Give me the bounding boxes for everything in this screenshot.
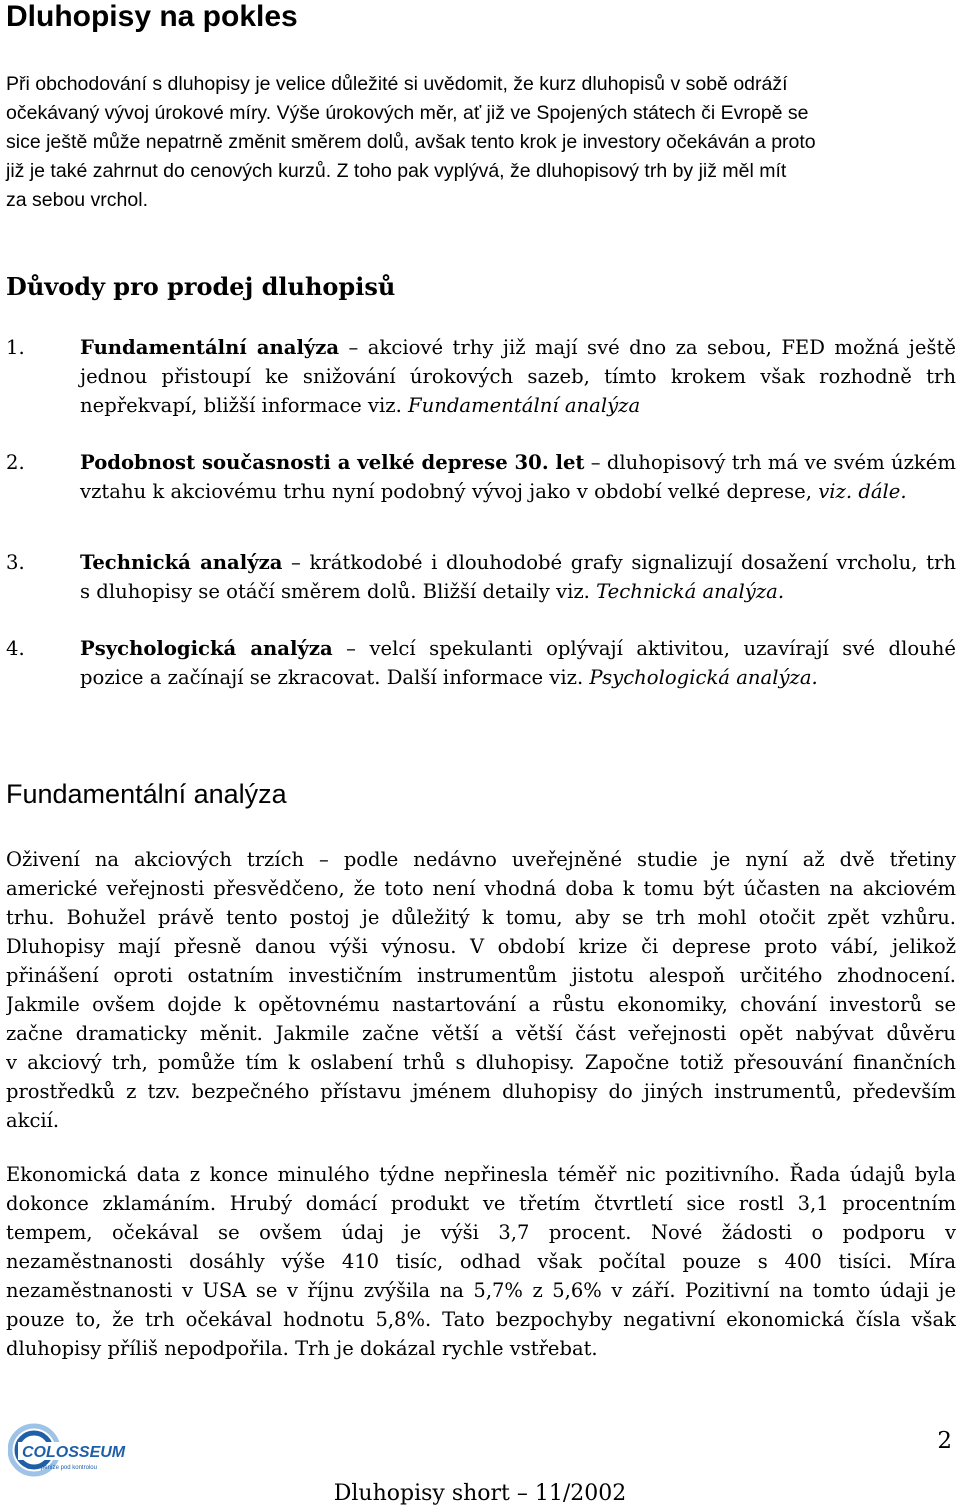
reference-link[interactable]: Fundamentální analýza — [408, 394, 641, 417]
list-number: 2. — [6, 451, 25, 474]
paragraph-fundamental-1 — [6, 845, 956, 1135]
paragraph-line: akcií. — [6, 1109, 60, 1132]
paragraph-line: nezaměstnanosti dosáhly výše 410 tisíc, odhad však počítal pouze s 400 tisíci. Míra — [6, 1250, 956, 1273]
reference-link[interactable]: Psychologická analýza. — [589, 666, 818, 689]
paragraph-line: tempem, očekával se ovšem údaj je výši 3,7 procent. Nové žádosti o podporu v — [6, 1221, 956, 1244]
intro-line: již je také zahrnut do cenových kurzů. Z toho pak vyplývá, že dluhopisový trh by již měl mít — [6, 160, 787, 182]
page-title: Dluhopisy na pokles — [6, 0, 298, 33]
list-item-line — [80, 580, 784, 603]
reason-text: – krátkodobé i dlouhodobé grafy signalizují dosažení vrcholu, trh — [282, 551, 956, 574]
intro-line: sice ještě může nepatrně změnit směrem dolů, avšak tento krok je investory očekáván a proto — [6, 131, 816, 153]
reference-link[interactable]: viz. dále. — [818, 480, 907, 503]
intro-line: Při obchodování s dluhopisy je velice důležité si uvědomit, že kurz dluhopisů v sobě odráží — [6, 73, 788, 95]
reason-text: s dluhopisy se otáčí směrem dolů. Bližší detaily viz. — [80, 580, 597, 603]
list-item-line — [80, 336, 956, 359]
paragraph-line: Dluhopisy mají přesně danou výši výnosu. V období krize či deprese proto vábí, jelikož — [6, 935, 956, 958]
reason-title: Fundamentální analýza — [80, 336, 340, 359]
list-item-line — [80, 666, 818, 689]
reason-text: – dluhopisový trh má ve svém úzkém — [584, 451, 956, 474]
paragraph-fundamental-2 — [6, 1160, 956, 1363]
paragraph-line: americké veřejnosti přesvědčeno, že toto není vhodná doba k tomu být účasten na akciovém — [6, 877, 956, 900]
reasons-heading: Důvody pro prodej dluhopisů — [6, 272, 396, 301]
paragraph-line: pouze to, že trh očekával hodnotu 5,8%. Tato bezpochyby negativní ekonomická čísla však — [6, 1308, 956, 1331]
list-item-line — [80, 451, 956, 474]
paragraph-line: prostředků z tzv. bezpečného přístavu jménem dluhopisy do jiných instrumentů, především — [6, 1080, 956, 1103]
logo-emblem-icon — [8, 1422, 128, 1482]
paragraph-line: dokonce zklamáním. Hrubý domácí produkt ve třetím čtvrtletí sice rostl 3,1 procentním — [6, 1192, 956, 1215]
footer-document-label: Dluhopisy short – 11/2002 — [333, 1481, 627, 1506]
list-item-line — [80, 637, 956, 660]
list-number: 4. — [6, 637, 25, 660]
logo-text: COLOSSEUM — [22, 1444, 126, 1461]
paragraph-line: v akciový trh, pomůže tím k oslabení trhů s dluhopisy. Započne totiž přesouvání finančních — [6, 1051, 956, 1074]
reason-text: pozice a začínají se zkracovat. Další informace viz. — [80, 666, 590, 689]
paragraph-line: přinášení oproti ostatním investičním instrumentům jistotu alespoň určitého zhodnocení. — [6, 964, 956, 987]
reason-text: nepřekvapí, bližší informace viz. — [80, 394, 409, 417]
paragraph-line: trhu. Bohužel právě tento postoj je důležitý k tomu, aby se trh mohl otočit zpět vzhůru. — [6, 906, 956, 929]
list-number: 3. — [6, 551, 25, 574]
paragraph-line: Oživení na akciových trzích – podle nedávno uveřejněné studie je nyní až dvě třetiny — [6, 848, 956, 871]
colosseum-logo — [8, 1422, 128, 1482]
reason-title: Podobnost současnosti a velké deprese 30. let — [80, 451, 585, 474]
page-number: 2 — [937, 1428, 952, 1454]
list-item-line — [80, 394, 640, 417]
list-number: 1. — [6, 336, 25, 359]
reference-link[interactable]: Technická analýza. — [596, 580, 785, 603]
reason-text: vztahu k akciovému trhu nyní podobný vývoj jako v období velké deprese, — [80, 480, 819, 503]
reason-text: – akciové trhy již mají své dno za sebou, FED možná ještě — [339, 336, 957, 359]
list-item-line — [80, 551, 956, 574]
paragraph-line: Jakmile ovšem dojde k opětovnému nastartování a růstu ekonomiky, chování investorů se — [6, 993, 956, 1016]
logo-tagline: Vaše peníze pod kontrolou — [26, 1465, 97, 1471]
paragraph-line: začne dramaticky měnit. Jakmile začne větší a větší část veřejnosti opět nabývat důvěru — [6, 1022, 956, 1045]
list-item-line: jednou přistoupí ke snižování úrokových sazeb, tímto krokem však rozhodně trh — [80, 365, 956, 388]
intro-line: za sebou vrchol. — [6, 189, 148, 211]
reason-text: – velcí spekulanti oplývají aktivitou, uzavírají své dlouhé — [332, 637, 956, 660]
intro-line: očekávaný vývoj úrokové míry. Výše úrokových měr, ať již ve Spojených státech či Evropě se — [6, 102, 809, 124]
section-heading: Fundamentální analýza — [6, 779, 287, 809]
paragraph-line: Ekonomická data z konce minulého týdne nepřinesla téměř nic pozitivního. Řada údajů byla — [6, 1163, 956, 1186]
paragraph-line: nezaměstnanosti v USA se v říjnu zvýšila na 5,7% z 5,6% v září. Pozitivní na tomto údaji je — [6, 1279, 956, 1302]
paragraph-line: dluhopisy příliš nepodpořila. Trh je dokázal rychle vstřebat. — [6, 1337, 598, 1360]
list-item-line — [80, 480, 907, 503]
reason-title: Psychologická analýza — [80, 637, 333, 660]
reason-title: Technická analýza — [80, 551, 283, 574]
